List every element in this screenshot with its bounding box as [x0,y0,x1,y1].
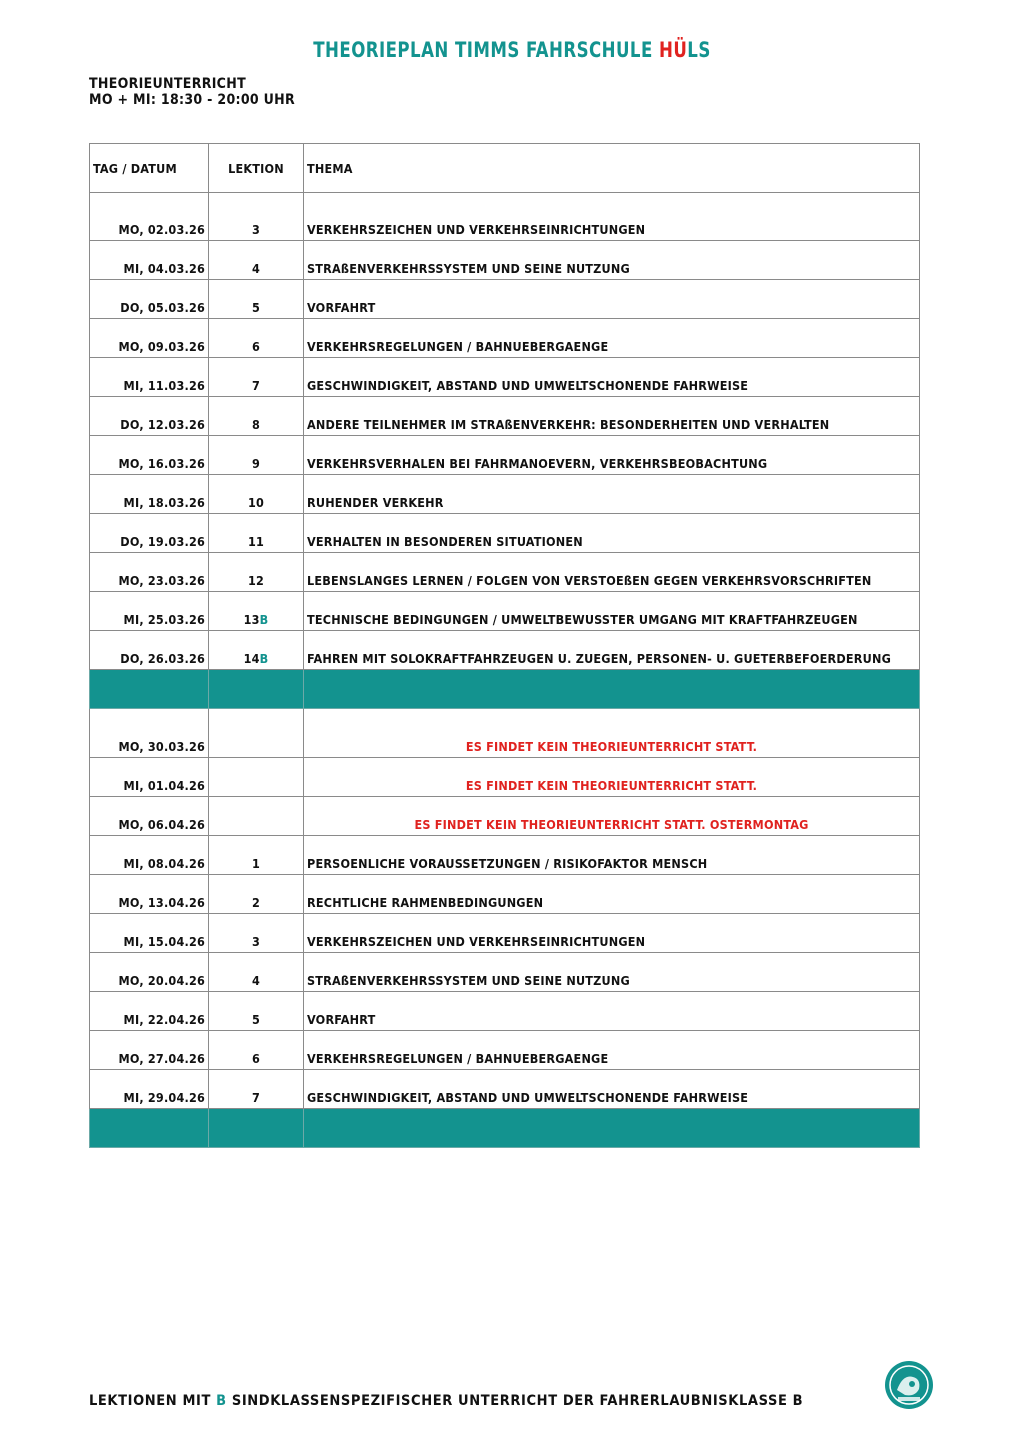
footer-before: LEKTIONEN MIT [89,1393,217,1409]
row-date: MO, 23.03.26 [90,553,209,592]
table-row [90,280,920,319]
row-date: MI, 08.04.26 [90,836,209,875]
row-topic: LEBENSLANGES LERNEN / FOLGEN VON VERSTOEßEN GEGEN VERKEHRSVORSCHRIFTEN [304,553,920,592]
lesson-number: 1 [251,856,261,871]
row-topic: FAHREN MIT SOLOKRAFTFAHRZEUGEN U. ZUEGEN, PERSONEN- U. GUETERBEFOERDERUNG [304,631,920,670]
lesson-number: 12 [247,573,265,588]
row-topic: VERKEHRSREGELUNGEN / BAHNUEBERGAENGE [304,1031,920,1070]
row-topic: GESCHWINDIGKEIT, ABSTAND UND UMWELTSCHONENDE FAHRWEISE [304,1070,920,1109]
row-date: MI, 01.04.26 [90,758,209,797]
subheading-line1: THEORIEUNTERRICHT [89,76,246,92]
row-date: MO, 13.04.26 [90,875,209,914]
lesson-number: 5 [251,1012,261,1027]
row-lesson [209,836,304,875]
footer-accent: B [216,1393,227,1409]
table-row [90,436,920,475]
row-date: MI, 04.03.26 [90,241,209,280]
separator-bar-end [90,1109,920,1148]
row-notice: ES FINDET KEIN THEORIEUNTERRICHT STATT. [304,709,920,758]
table-row [90,475,920,514]
table-row [90,953,920,992]
row-lesson [209,241,304,280]
row-topic: VERKEHRSZEICHEN UND VERKEHRSEINRICHTUNGEN [304,193,920,241]
row-lesson [209,1070,304,1109]
row-topic: VORFAHRT [304,992,920,1031]
schedule-table [89,143,920,1148]
table-row [90,592,920,631]
row-lesson [209,436,304,475]
header-date: TAG / DATUM [90,144,209,193]
lesson-number: 10 [247,495,265,510]
row-topic: RUHENDER VERKEHR [304,475,920,514]
table-row [90,797,920,836]
title-main: THEORIEPLAN TIMMS FAHRSCHULE [313,38,659,62]
row-date: DO, 05.03.26 [90,280,209,319]
subheading-line2: MO + MI: 18:30 - 20:00 UHR [89,92,296,108]
row-date: MO, 20.04.26 [90,953,209,992]
row-lesson [209,553,304,592]
title-accent: HÜ [658,38,688,62]
page-title [61,38,962,62]
row-lesson [209,709,304,758]
row-topic: ANDERE TEILNEHMER IM STRAßENVERKEHR: BESONDERHEITEN UND VERHALTEN [304,397,920,436]
row-date: MO, 09.03.26 [90,319,209,358]
row-topic: PERSOENLICHE VORAUSSETZUNGEN / RISIKOFAKTOR MENSCH [304,836,920,875]
row-lesson [209,797,304,836]
table-row [90,193,920,241]
table-row [90,836,920,875]
lesson-number: 7 [251,1090,261,1105]
lesson-number: 3 [251,222,261,237]
row-lesson [209,280,304,319]
row-topic: STRAßENVERKEHRSSYSTEM UND SEINE NUTZUNG [304,953,920,992]
table-row [90,514,920,553]
row-topic: GESCHWINDIGKEIT, ABSTAND UND UMWELTSCHONENDE FAHRWEISE [304,358,920,397]
table-row [90,1031,920,1070]
lesson-number: 4 [251,261,261,276]
row-topic: VERKEHRSREGELUNGEN / BAHNUEBERGAENGE [304,319,920,358]
row-date: MI, 15.04.26 [90,914,209,953]
lesson-class-suffix: B [259,612,269,627]
lesson-number: 11 [247,534,265,549]
row-date: DO, 19.03.26 [90,514,209,553]
schedule-subheading [89,76,295,108]
row-date: MO, 16.03.26 [90,436,209,475]
lesson-number: 3 [251,934,261,949]
row-lesson [209,914,304,953]
table-row [90,358,920,397]
row-lesson [209,592,304,631]
row-lesson [209,397,304,436]
row-topic: STRAßENVERKEHRSSYSTEM UND SEINE NUTZUNG [304,241,920,280]
footer-note [89,1393,803,1409]
table-row [90,875,920,914]
row-date: MO, 02.03.26 [90,193,209,241]
header-topic: THEMA [304,144,920,193]
table-row [90,397,920,436]
lesson-number: 14 [243,651,260,666]
row-topic: VORFAHRT [304,280,920,319]
row-date: MO, 06.04.26 [90,797,209,836]
row-date: MI, 29.04.26 [90,1070,209,1109]
lesson-number: 8 [251,417,261,432]
footer-after: SINDKLASSENSPEZIFISCHER UNTERRICHT DER FAHRERLAUBNISKLASSE B [226,1393,804,1409]
lesson-number: 6 [251,339,261,354]
row-date: MI, 11.03.26 [90,358,209,397]
table-row [90,319,920,358]
row-lesson [209,992,304,1031]
lesson-number: 2 [251,895,261,910]
lesson-number: 5 [251,300,261,315]
table-row [90,992,920,1031]
table-row [90,631,920,670]
row-lesson [209,475,304,514]
row-date: MI, 18.03.26 [90,475,209,514]
row-date: MI, 22.04.26 [90,992,209,1031]
row-lesson [209,631,304,670]
row-date: DO, 26.03.26 [90,631,209,670]
lesson-number: 6 [251,1051,261,1066]
row-topic: VERKEHRSZEICHEN UND VERKEHRSEINRICHTUNGEN [304,914,920,953]
row-date: MO, 27.04.26 [90,1031,209,1070]
lesson-number: 9 [251,456,261,471]
table-row [90,553,920,592]
row-lesson [209,319,304,358]
table-row [90,758,920,797]
school-logo-icon [883,1359,935,1411]
row-date: DO, 12.03.26 [90,397,209,436]
table-row [90,1070,920,1109]
row-lesson [209,358,304,397]
table-row [90,709,920,758]
table-header-row [90,144,920,193]
row-topic: RECHTLICHE RAHMENBEDINGUNGEN [304,875,920,914]
row-notice: ES FINDET KEIN THEORIEUNTERRICHT STATT. [304,758,920,797]
row-date: MO, 30.03.26 [90,709,209,758]
lesson-number: 7 [251,378,261,393]
lesson-number: 4 [251,973,261,988]
row-notice: ES FINDET KEIN THEORIEUNTERRICHT STATT. OSTERMONTAG [304,797,920,836]
table-row [90,914,920,953]
row-lesson [209,193,304,241]
row-date: MI, 25.03.26 [90,592,209,631]
row-lesson [209,514,304,553]
lesson-class-suffix: B [259,651,269,666]
table-row [90,241,920,280]
separator-bar [90,670,920,709]
row-topic: TECHNISCHE BEDINGUNGEN / UMWELTBEWUSSTER UMGANG MIT KRAFTFAHRZEUGEN [304,592,920,631]
lesson-number: 13 [243,612,260,627]
row-lesson [209,1031,304,1070]
row-lesson [209,875,304,914]
title-rest: LS [687,38,711,62]
row-lesson [209,953,304,992]
row-topic: VERKEHRSVERHALEN BEI FAHRMANOEVERN, VERKEHRSBEOBACHTUNG [304,436,920,475]
header-lesson: LEKTION [209,144,304,193]
row-topic: VERHALTEN IN BESONDEREN SITUATIONEN [304,514,920,553]
row-lesson [209,758,304,797]
